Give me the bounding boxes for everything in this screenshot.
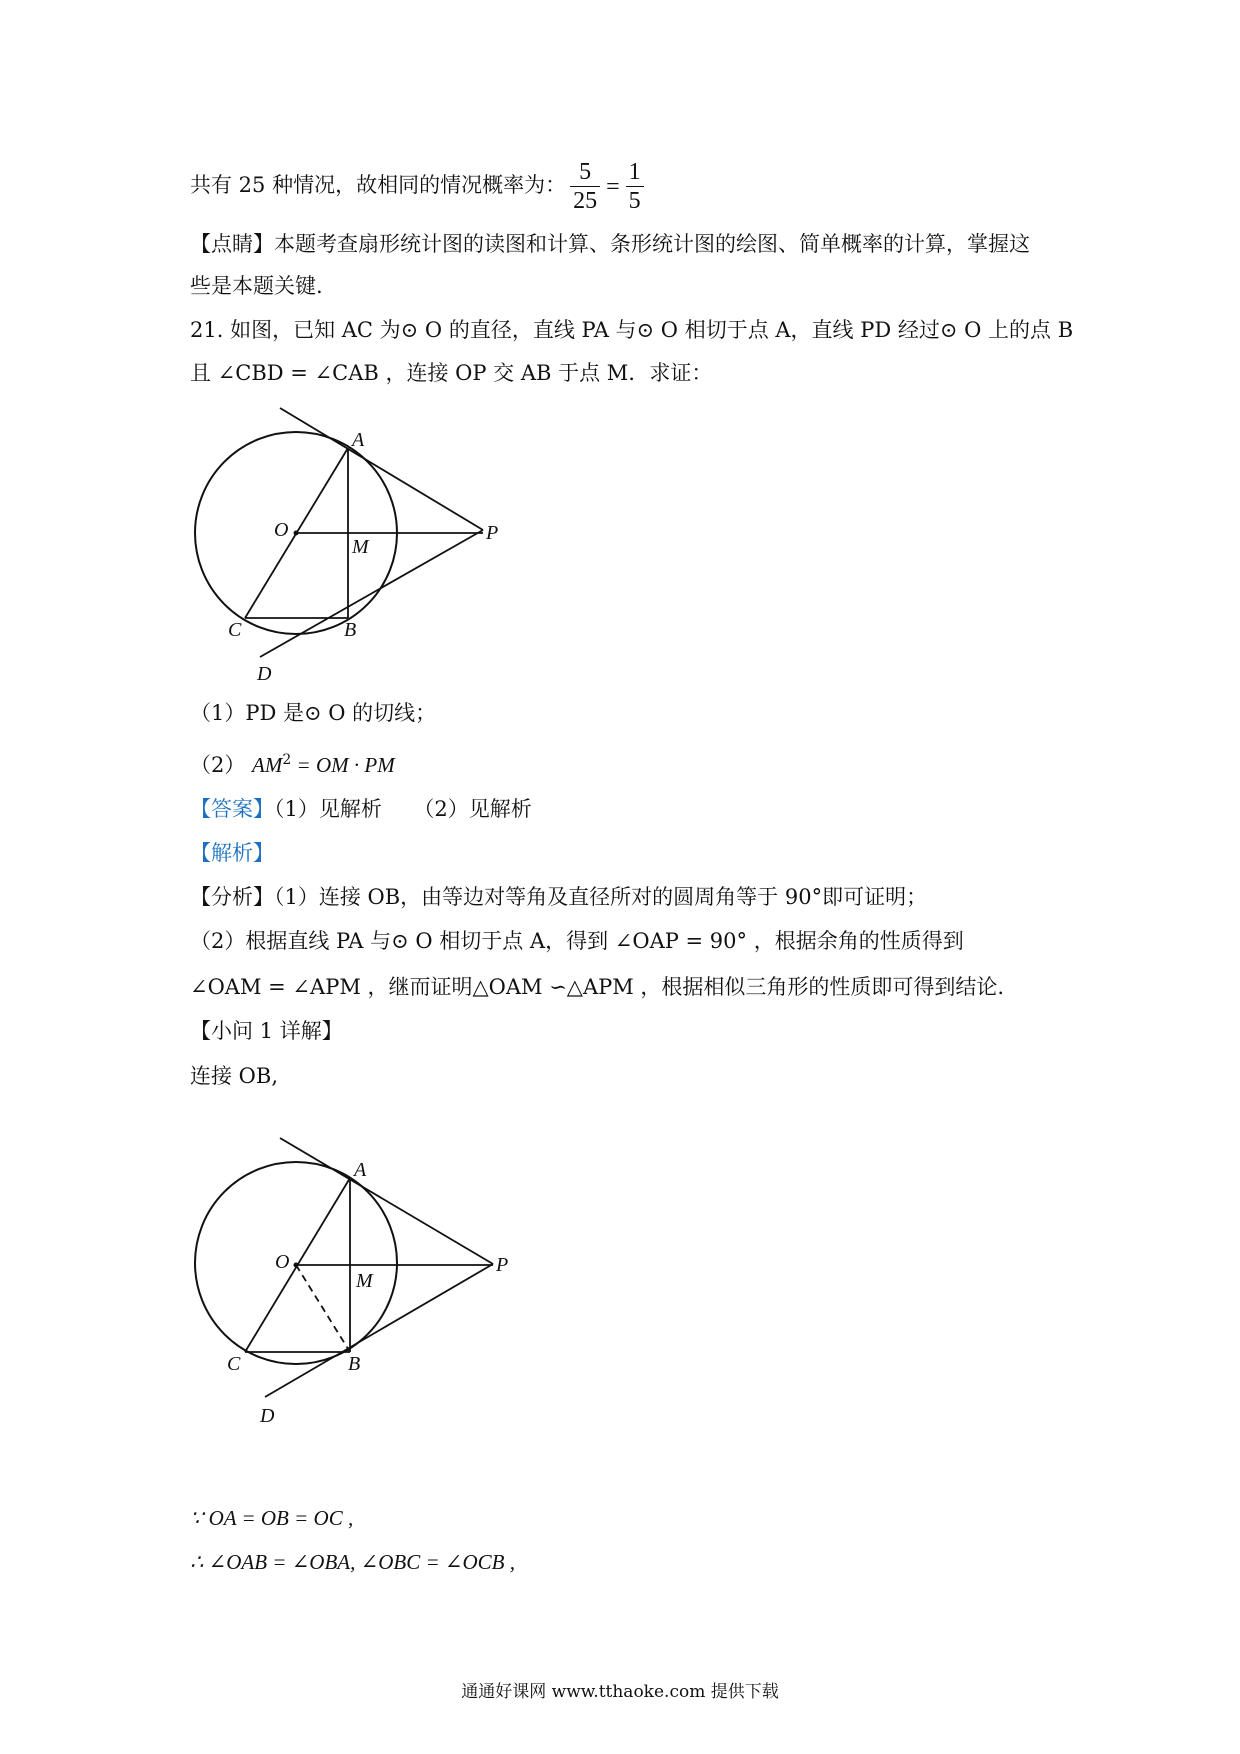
fraction-1-5: $\frac{1}{5}$ xyxy=(626,158,644,215)
analysis-line-2: （2）根据直线 PA 与⊙ O 相切于点 A，得到 ∠OAP = 90° ，根据余角的性质得到 xyxy=(190,929,964,953)
footer-watermark: 通通好课网 www.tthaoke.com 提供下载 xyxy=(461,1682,779,1702)
label-o: O xyxy=(275,1251,290,1273)
jiexi-tag: 【解析】 xyxy=(190,841,274,865)
label-d: D xyxy=(257,663,272,685)
answer-text: （1）见解析 （2）见解析 xyxy=(274,797,532,821)
label-b: B xyxy=(344,619,357,641)
equals-sign: = xyxy=(606,173,620,200)
part-2: （2） $AM^2$ = OM · PM xyxy=(190,752,395,777)
proof-line-1: ∵ OA = OB = OC , xyxy=(190,1506,354,1530)
dianjing-line-2: 些是本题关键. xyxy=(190,274,323,298)
question-21-line-1: 21. 如图，已知 AC 为⊙ O 的直径，直线 PA 与⊙ O 相切于点 A，直线 PD 经过⊙ O 上的点 B xyxy=(190,318,1074,342)
label-o: O xyxy=(274,519,289,541)
part-1: （1）PD 是⊙ O 的切线； xyxy=(190,701,437,725)
label-d: D xyxy=(260,1405,275,1427)
dianjing-line-1: 【点睛】本题考查扇形统计图的读图和计算、条形统计图的绘图、简单概率的计算，掌握这 xyxy=(190,232,1030,256)
label-m: M xyxy=(352,536,369,558)
question-21-line-2: 且 ∠CBD = ∠CAB ，连接 OP 交 AB 于点 M．求证： xyxy=(190,361,713,385)
label-p: P xyxy=(486,522,499,544)
fraction-5-25: $\frac{5}{25}$ xyxy=(570,158,600,215)
connect-ob: 连接 OB, xyxy=(190,1064,278,1088)
intro-text: 共有 25 种情况，故相同的情况概率为： xyxy=(190,173,567,197)
analysis-line-1: 【分析】（1）连接 OB，由等边对等角及直径所对的圆周角等于 90°即可证明； xyxy=(190,885,928,909)
sub-question-1-title: 【小问 1 详解】 xyxy=(190,1019,343,1043)
answer-line xyxy=(190,794,532,824)
label-b: B xyxy=(348,1353,361,1375)
center-point-o xyxy=(294,531,299,536)
analysis-line-3: ∠OAM = ∠APM ，继而证明△OAM ∽△APM ，根据相似三角形的性质即可得到结论. xyxy=(190,975,1005,999)
label-p: P xyxy=(496,1254,509,1276)
tangent-line-pd xyxy=(260,530,483,657)
label-a: A xyxy=(352,429,365,451)
center-point-o xyxy=(294,1263,299,1268)
label-c: C xyxy=(227,1353,241,1375)
label-c: C xyxy=(228,619,242,641)
tangent-line-pa xyxy=(280,1138,493,1264)
geometry-figure-2 xyxy=(180,1130,520,1440)
proof-line-2: ∴ ∠OAB = ∠OBA, ∠OBC = ∠OCB , xyxy=(190,1550,515,1574)
label-a: A xyxy=(354,1159,367,1181)
tangent-line-pd xyxy=(265,1264,493,1397)
label-m: M xyxy=(356,1270,373,1292)
geometry-figure-1 xyxy=(180,400,520,700)
intro-line xyxy=(190,158,648,215)
answer-tag: 【答案】 xyxy=(190,797,274,821)
dashed-segment-ob xyxy=(296,1265,350,1352)
